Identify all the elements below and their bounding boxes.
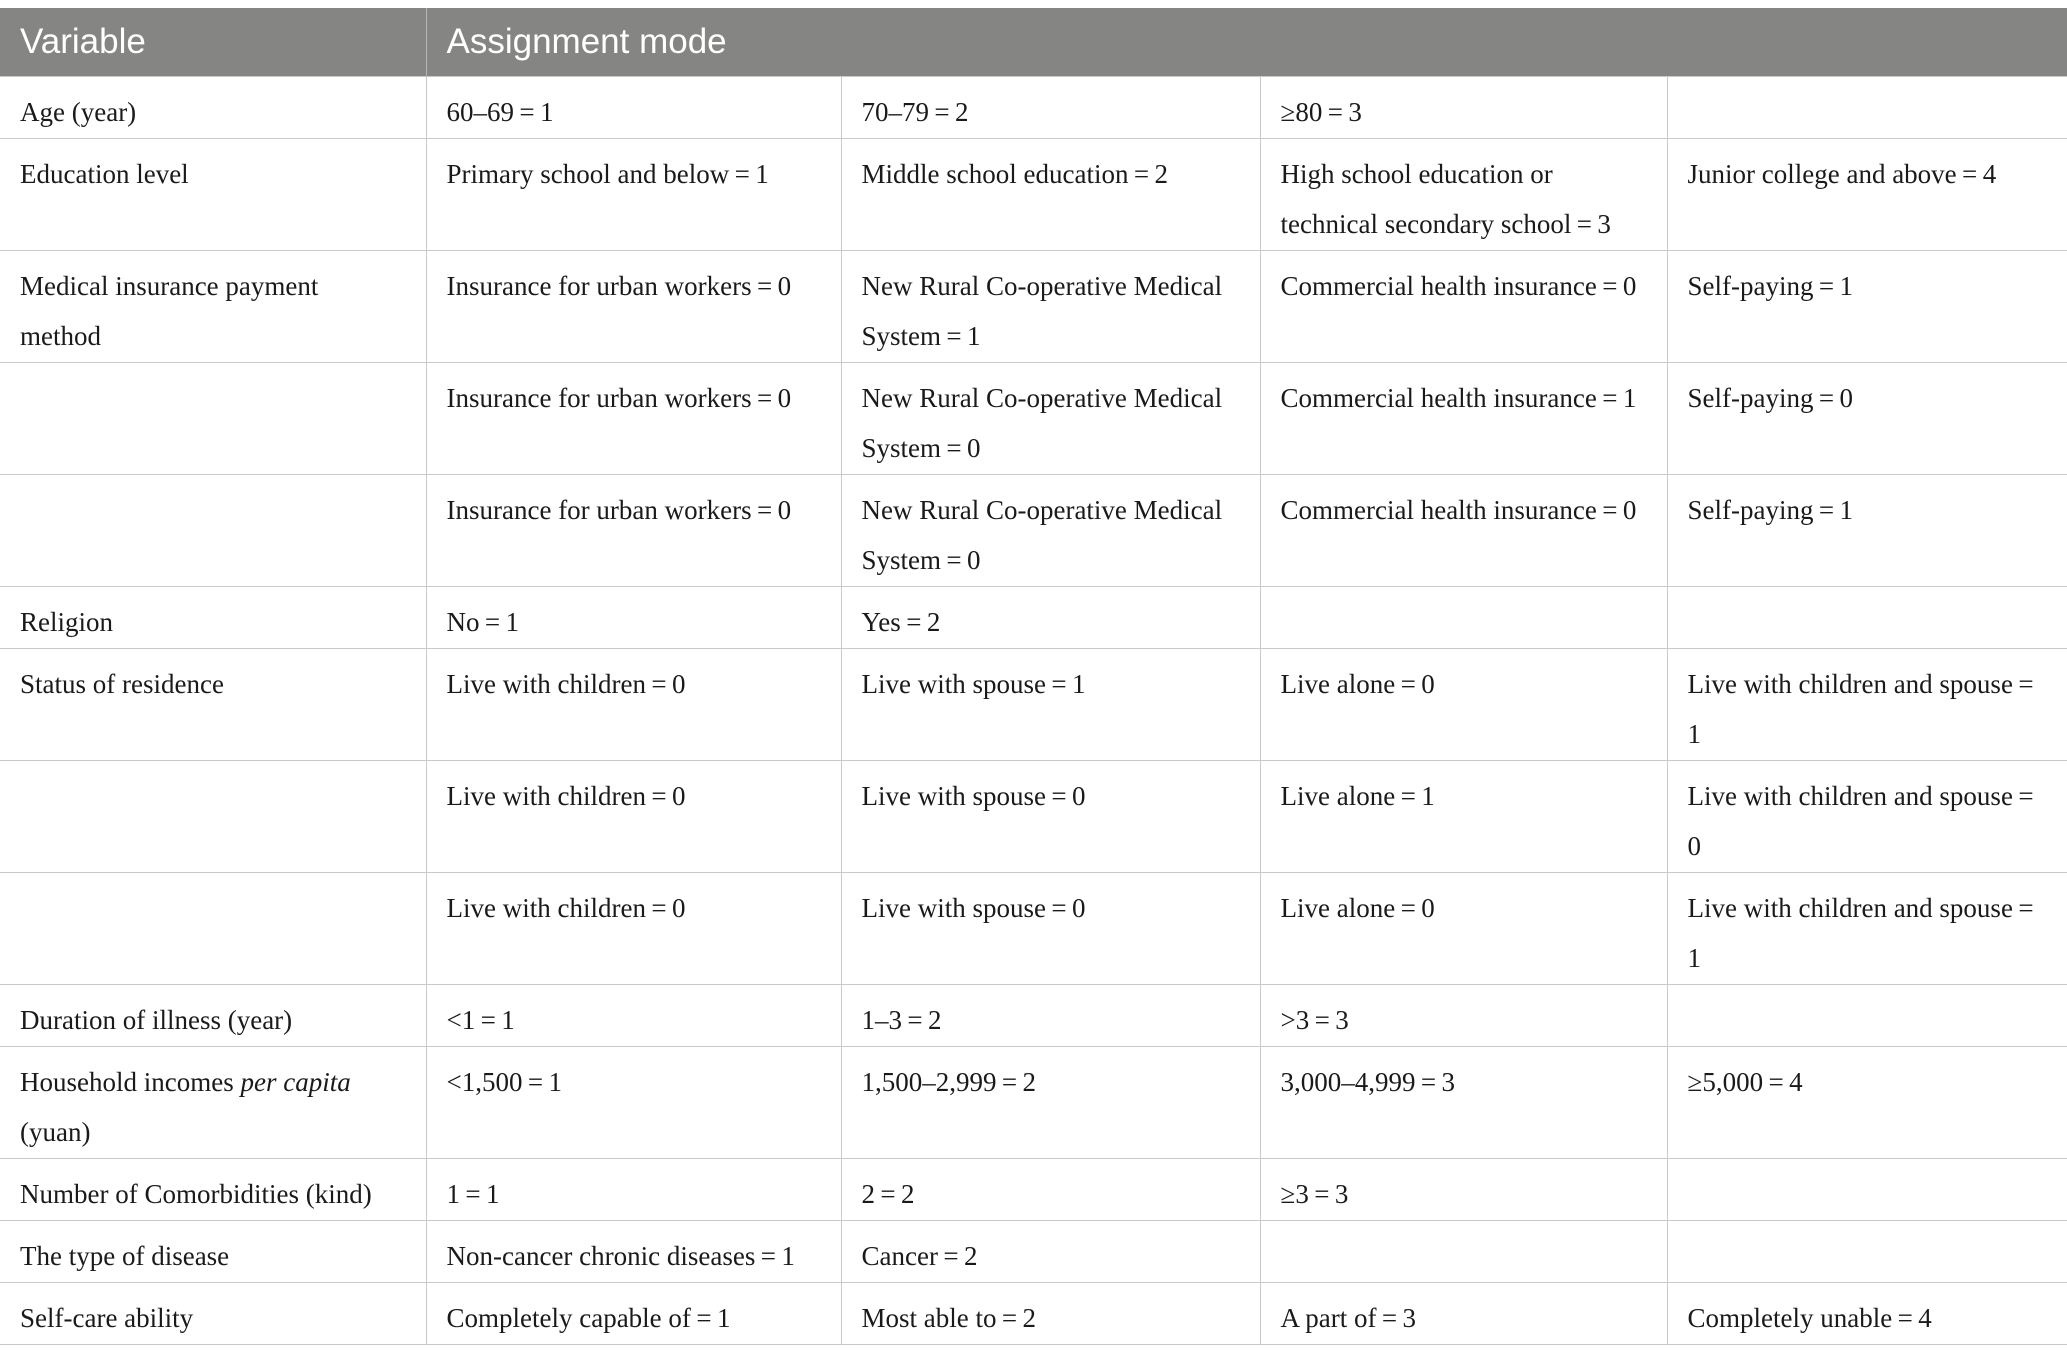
header-variable: Variable — [0, 8, 426, 77]
value-cell: Junior college and above = 4 — [1667, 139, 2067, 251]
value-cell: Live with children = 0 — [426, 649, 841, 761]
table-row — [0, 475, 2067, 587]
table-row — [0, 139, 2067, 251]
value-cell: ≥5,000 = 4 — [1667, 1047, 2067, 1159]
variable-text: (yuan) — [20, 1117, 91, 1147]
value-cell: Completely unable = 4 — [1667, 1283, 2067, 1345]
value-cell: High school education or technical secondary school = 3 — [1260, 139, 1667, 251]
table-row — [0, 587, 2067, 649]
value-cell: Commercial health insurance = 0 — [1260, 475, 1667, 587]
value-cell: 2 = 2 — [841, 1159, 1260, 1221]
value-cell: Primary school and below = 1 — [426, 139, 841, 251]
variable-text: Household incomes — [20, 1067, 241, 1097]
value-cell: Live alone = 1 — [1260, 761, 1667, 873]
value-cell: 1,500–2,999 = 2 — [841, 1047, 1260, 1159]
value-cell: Live with children and spouse = 1 — [1667, 873, 2067, 985]
value-cell: Cancer = 2 — [841, 1221, 1260, 1283]
variable-cell: The type of disease — [0, 1221, 426, 1283]
value-cell: Live with children = 0 — [426, 873, 841, 985]
value-cell: 60–69 = 1 — [426, 77, 841, 139]
value-cell: 1 = 1 — [426, 1159, 841, 1221]
value-cell: >3 = 3 — [1260, 985, 1667, 1047]
value-cell: Live with spouse = 0 — [841, 761, 1260, 873]
table-row — [0, 363, 2067, 475]
header-assignment-mode: Assignment mode — [426, 8, 2067, 77]
table-row — [0, 985, 2067, 1047]
value-cell: 1–3 = 2 — [841, 985, 1260, 1047]
variable-cell: Number of Comorbidities (kind) — [0, 1159, 426, 1221]
table-row — [0, 1283, 2067, 1345]
value-cell: Self-paying = 1 — [1667, 251, 2067, 363]
value-cell: New Rural Co-operative Medical System = 0 — [841, 475, 1260, 587]
value-cell — [1667, 985, 2067, 1047]
value-cell: Live with children and spouse = 0 — [1667, 761, 2067, 873]
value-cell: Live with children = 0 — [426, 761, 841, 873]
value-cell: No = 1 — [426, 587, 841, 649]
value-cell: <1,500 = 1 — [426, 1047, 841, 1159]
value-cell: Live alone = 0 — [1260, 649, 1667, 761]
value-cell: 70–79 = 2 — [841, 77, 1260, 139]
variable-cell: Religion — [0, 587, 426, 649]
value-cell: A part of = 3 — [1260, 1283, 1667, 1345]
variable-cell: Status of residence — [0, 649, 426, 761]
value-cell: ≥80 = 3 — [1260, 77, 1667, 139]
value-cell: New Rural Co-operative Medical System = 0 — [841, 363, 1260, 475]
value-cell: Commercial health insurance = 1 — [1260, 363, 1667, 475]
variable-cell: Medical insurance payment method — [0, 251, 426, 363]
table-row — [0, 873, 2067, 985]
table-row — [0, 1047, 2067, 1159]
value-cell: Commercial health insurance = 0 — [1260, 251, 1667, 363]
value-cell: Insurance for urban workers = 0 — [426, 251, 841, 363]
value-cell: Insurance for urban workers = 0 — [426, 363, 841, 475]
variable-cell — [0, 873, 426, 985]
value-cell — [1667, 77, 2067, 139]
assignment-table — [0, 8, 2067, 1345]
value-cell — [1667, 1159, 2067, 1221]
value-cell — [1260, 587, 1667, 649]
variable-cell: Duration of illness (year) — [0, 985, 426, 1047]
value-cell: Live with spouse = 0 — [841, 873, 1260, 985]
value-cell: ≥3 = 3 — [1260, 1159, 1667, 1221]
table-row — [0, 1159, 2067, 1221]
value-cell: Self-paying = 0 — [1667, 363, 2067, 475]
value-cell: Completely capable of = 1 — [426, 1283, 841, 1345]
table-row — [0, 1221, 2067, 1283]
value-cell: Live with children and spouse = 1 — [1667, 649, 2067, 761]
variable-cell: Age (year) — [0, 77, 426, 139]
value-cell: Middle school education = 2 — [841, 139, 1260, 251]
table-row — [0, 251, 2067, 363]
variable-cell — [0, 761, 426, 873]
variable-cell — [0, 363, 426, 475]
variable-italic-text: per capita — [240, 1067, 351, 1097]
value-cell: Most able to = 2 — [841, 1283, 1260, 1345]
table-container — [0, 8, 2067, 1345]
variable-cell — [0, 475, 426, 587]
value-cell: 3,000–4,999 = 3 — [1260, 1047, 1667, 1159]
variable-cell: Education level — [0, 139, 426, 251]
value-cell: New Rural Co-operative Medical System = 1 — [841, 251, 1260, 363]
value-cell: Non-cancer chronic diseases = 1 — [426, 1221, 841, 1283]
value-cell: Insurance for urban workers = 0 — [426, 475, 841, 587]
value-cell: Live alone = 0 — [1260, 873, 1667, 985]
value-cell — [1667, 587, 2067, 649]
table-row — [0, 649, 2067, 761]
variable-cell: Self-care ability — [0, 1283, 426, 1345]
value-cell: Live with spouse = 1 — [841, 649, 1260, 761]
value-cell — [1260, 1221, 1667, 1283]
variable-cell — [0, 1047, 426, 1159]
value-cell: Yes = 2 — [841, 587, 1260, 649]
table-row — [0, 77, 2067, 139]
value-cell — [1667, 1221, 2067, 1283]
table-header-row — [0, 8, 2067, 77]
value-cell: <1 = 1 — [426, 985, 841, 1047]
table-row — [0, 761, 2067, 873]
value-cell: Self-paying = 1 — [1667, 475, 2067, 587]
